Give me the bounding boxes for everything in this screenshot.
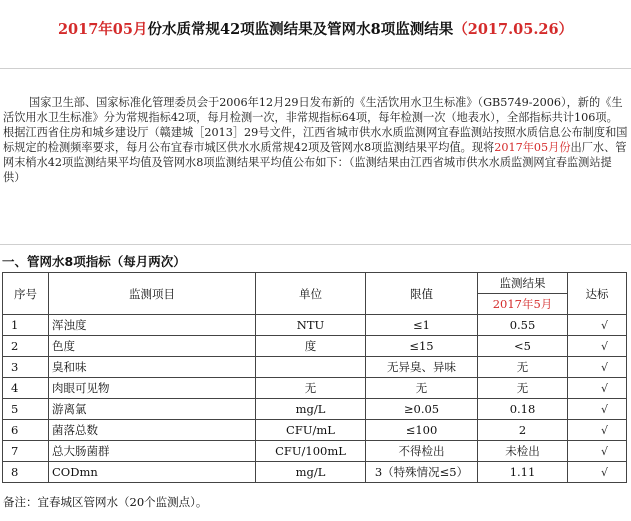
title-date: （2017.05.26） [453, 21, 574, 38]
row-pass: √ [568, 336, 627, 357]
header-item: 监测项目 [49, 273, 256, 315]
row-number: 6 [3, 420, 49, 441]
divider-top [0, 68, 631, 69]
row-result: 无 [478, 357, 568, 378]
row-unit: 无 [256, 378, 366, 399]
row-item: CODmn [49, 462, 256, 483]
row-limit: ≥0.05 [366, 399, 478, 420]
row-limit: ≤15 [366, 336, 478, 357]
header-limit: 限值 [366, 273, 478, 315]
row-pass: √ [568, 378, 627, 399]
row-unit: 度 [256, 336, 366, 357]
row-unit [256, 357, 366, 378]
table-row [3, 420, 627, 441]
row-item: 浑浊度 [49, 315, 256, 336]
row-item: 游离氯 [49, 399, 256, 420]
table-row [3, 462, 627, 483]
row-result: 2 [478, 420, 568, 441]
page-title [0, 18, 631, 39]
row-limit: 不得检出 [366, 441, 478, 462]
header-unit: 单位 [256, 273, 366, 315]
row-limit: ≤1 [366, 315, 478, 336]
header-pass: 达标 [568, 273, 627, 315]
row-number: 3 [3, 357, 49, 378]
table-row [3, 399, 627, 420]
row-number: 5 [3, 399, 49, 420]
intro-paragraph-2 [3, 125, 628, 185]
table-row [3, 315, 627, 336]
divider-section [0, 244, 631, 245]
row-number: 1 [3, 315, 49, 336]
row-limit: 无 [366, 378, 478, 399]
row-pass: √ [568, 462, 627, 483]
intro-p2-end: 出厂水、管网末梢水42项监测结果平均值及管网水8项监测结果平均值公布如下：（监测结果由江西省城市供水水质监测网宜春监测站提供） [3, 141, 627, 184]
intro-text [3, 95, 628, 185]
row-unit: mg/L [256, 399, 366, 420]
intro-p2-month: 2017年05月份 [494, 141, 571, 154]
monitoring-table [2, 272, 627, 483]
row-result: 1.11 [478, 462, 568, 483]
row-pass: √ [568, 315, 627, 336]
table-row [3, 357, 627, 378]
title-main: 份水质常规42项监测结果及管网水8项监测结果 [147, 21, 454, 38]
table-row [3, 336, 627, 357]
row-pass: √ [568, 420, 627, 441]
row-unit: mg/L [256, 462, 366, 483]
row-limit: 3（特殊情况≤5） [366, 462, 478, 483]
row-item: 菌落总数 [49, 420, 256, 441]
row-number: 8 [3, 462, 49, 483]
table-header-row [3, 273, 627, 294]
row-item: 臭和味 [49, 357, 256, 378]
row-item: 肉眼可见物 [49, 378, 256, 399]
header-result: 监测结果 [478, 273, 568, 294]
row-pass: √ [568, 357, 627, 378]
title-month: 2017年05月 [57, 21, 148, 38]
row-result: 无 [478, 378, 568, 399]
row-number: 4 [3, 378, 49, 399]
row-result: 0.18 [478, 399, 568, 420]
table-row [3, 441, 627, 462]
row-item: 色度 [49, 336, 256, 357]
row-result: <5 [478, 336, 568, 357]
row-pass: √ [568, 441, 627, 462]
row-item: 总大肠菌群 [49, 441, 256, 462]
header-result-month: 2017年5月 [478, 294, 568, 315]
intro-p2-start: 根据江西省住房和城乡建设厅（赣建城［2013］29号文件，江西省城市供水水质监测网宜春监测站按照水质信息公布制度和国标规定的检测频率要求，每月公布宜春市城区供水水质常规42项及管网水8项监测结果平均值。现将 [3, 126, 628, 154]
footnote: 备注：宜春城区管网水（20个监测点）。 [3, 495, 208, 509]
row-unit: CFU/mL [256, 420, 366, 441]
row-limit: ≤100 [366, 420, 478, 441]
header-no: 序号 [3, 273, 49, 315]
row-unit: NTU [256, 315, 366, 336]
section-title: 一、管网水8项指标（每月两次） [2, 254, 186, 269]
table-row [3, 378, 627, 399]
row-limit: 无异臭、异味 [366, 357, 478, 378]
row-number: 7 [3, 441, 49, 462]
row-number: 2 [3, 336, 49, 357]
row-unit: CFU/100mL [256, 441, 366, 462]
row-result: 未检出 [478, 441, 568, 462]
row-pass: √ [568, 399, 627, 420]
intro-paragraph-1: 国家卫生部、国家标准化管理委员会于2006年12月29日发布新的《生活饮用水卫生标准》（GB5749-2006），新的《生活饮用水卫生标准》分为常规指标42项，每月检测一次，非常规指标64项，每年检测一次（地表水），全部指标共计106项。 [3, 96, 623, 124]
table-body [3, 273, 627, 483]
row-result: 0.55 [478, 315, 568, 336]
